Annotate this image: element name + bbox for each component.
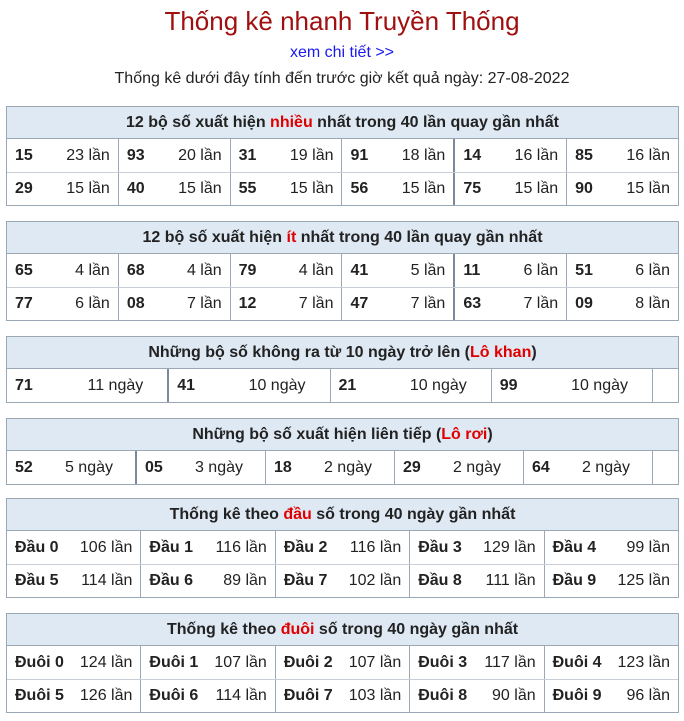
count: 16 lần <box>514 146 559 164</box>
count: 114 lần <box>215 687 267 704</box>
count: 15 lần <box>514 180 559 197</box>
label: Đuôi 4 <box>552 653 602 671</box>
duoi-cell <box>544 646 678 679</box>
number: 75 <box>463 180 482 197</box>
empty-cell <box>652 451 678 484</box>
count: 117 lần <box>484 653 536 671</box>
number: 63 <box>463 295 482 312</box>
heading-text: 12 bộ số xuất hiện <box>142 229 287 246</box>
lo-khan-cell <box>7 369 167 402</box>
heading-highlight: ít <box>286 229 297 246</box>
lo-roi-heading <box>7 419 678 451</box>
days: 10 ngày <box>571 376 628 394</box>
number: 40 <box>126 180 145 197</box>
table-row <box>7 451 678 484</box>
days: 11 ngày <box>87 376 144 394</box>
number-cell <box>118 139 230 172</box>
label: Đuôi 9 <box>552 687 602 704</box>
number-cell <box>566 139 678 172</box>
days: 5 ngày <box>64 458 113 476</box>
label: Đầu 6 <box>149 572 193 589</box>
number: 47 <box>350 295 369 312</box>
number: 77 <box>15 295 33 312</box>
duoi-cell <box>409 680 543 712</box>
count: 106 lần <box>79 538 133 556</box>
number: 99 <box>499 376 518 394</box>
table-row <box>7 679 678 712</box>
heading-text: 12 bộ số xuất hiện <box>126 114 271 131</box>
table-row <box>7 172 678 205</box>
number: 93 <box>126 146 145 164</box>
number: 29 <box>403 458 421 476</box>
count: 107 lần <box>348 653 402 671</box>
number: 90 <box>575 180 593 197</box>
least-frequent-heading <box>7 222 678 254</box>
count: 7 lần <box>410 295 446 312</box>
number: 51 <box>575 261 593 279</box>
heading-highlight: đuôi <box>280 621 315 638</box>
number: 85 <box>575 146 593 164</box>
duoi-cell <box>409 646 543 679</box>
number-cell <box>7 254 118 287</box>
heading-text: số trong 40 ngày gần nhất <box>311 506 516 523</box>
count: 125 lần <box>617 572 671 589</box>
label: Đuôi 2 <box>283 653 333 671</box>
number-cell <box>453 139 566 172</box>
number-cell <box>453 288 566 320</box>
label: Đuôi 7 <box>283 687 333 704</box>
number: 11 <box>463 261 481 279</box>
number-cell <box>230 254 342 287</box>
heading-text: số trong 40 ngày gần nhất <box>314 621 519 638</box>
lo-khan-cell <box>330 369 491 402</box>
number-cell <box>7 288 118 320</box>
days: 2 ngày <box>323 458 372 476</box>
lo-roi-cell <box>7 451 135 484</box>
table-row <box>7 564 678 597</box>
lo-roi-cell <box>523 451 652 484</box>
count: 107 lần <box>214 653 267 671</box>
number-cell <box>7 139 118 172</box>
duoi-heading <box>7 614 678 646</box>
count: 15 lần <box>626 180 670 197</box>
dau-cell <box>275 565 409 597</box>
heading-highlight: Lô khan <box>470 344 532 361</box>
label: Đầu 7 <box>283 572 328 589</box>
dau-cell <box>409 531 543 564</box>
count: 102 lần <box>348 572 402 589</box>
label: Đầu 3 <box>418 538 462 556</box>
table-row <box>7 287 678 320</box>
count: 19 lần <box>289 146 334 164</box>
heading-text: nhất trong 40 lần quay gần nhất <box>296 229 543 246</box>
label: Đuôi 3 <box>418 653 468 671</box>
dau-cell <box>140 565 274 597</box>
number: 55 <box>238 180 257 197</box>
label: Đầu 2 <box>283 538 328 556</box>
duoi-table <box>6 613 679 713</box>
heading-text: Những bộ số không ra từ 10 ngày trở lên ( <box>148 344 470 361</box>
number-cell <box>453 254 566 287</box>
dau-heading <box>7 499 678 531</box>
count: 4 lần <box>75 261 110 279</box>
number: 41 <box>350 261 369 279</box>
number: 41 <box>177 376 196 394</box>
count: 90 lần <box>492 687 536 704</box>
heading-highlight: đầu <box>283 506 312 523</box>
lo-khan-cell <box>491 369 652 402</box>
label: Đuôi 0 <box>15 653 64 671</box>
count: 18 lần <box>401 146 446 164</box>
number: 08 <box>126 295 145 312</box>
count: 123 lần <box>617 653 671 671</box>
table-row <box>7 139 678 172</box>
table-row <box>7 531 678 564</box>
label: Đầu 1 <box>149 538 193 556</box>
label: Đầu 4 <box>552 538 597 556</box>
number-cell <box>230 173 342 205</box>
least-frequent-table <box>6 221 679 321</box>
number: 64 <box>532 458 550 476</box>
label: Đuôi 1 <box>149 653 199 671</box>
detail-link[interactable]: xem chi tiết >> <box>289 44 395 61</box>
number-cell <box>341 139 453 172</box>
lo-roi-table <box>6 418 679 485</box>
duoi-cell <box>275 646 409 679</box>
label: Đuôi 8 <box>418 687 468 704</box>
number: 14 <box>463 146 482 164</box>
duoi-cell <box>140 680 274 712</box>
count: 15 lần <box>401 180 446 197</box>
count: 5 lần <box>410 261 446 279</box>
number-cell <box>118 254 230 287</box>
count: 23 lần <box>66 146 110 164</box>
label: Đầu 8 <box>418 572 462 589</box>
number: 05 <box>145 458 163 476</box>
count: 129 lần <box>483 538 536 556</box>
number-cell <box>230 139 342 172</box>
count: 8 lần <box>635 295 670 312</box>
heading-highlight: Lô rơi <box>441 426 488 443</box>
label: Đầu 0 <box>15 538 59 556</box>
number-cell <box>566 288 678 320</box>
count: 20 lần <box>178 146 222 164</box>
number: 12 <box>238 295 257 312</box>
most-frequent-heading <box>7 107 678 139</box>
count: 6 lần <box>75 295 110 312</box>
page-subtitle: Thống kê dưới đây tính đến trước giờ kết quả ngày: 27-08-2022 <box>114 70 570 87</box>
count: 116 lần <box>349 538 402 556</box>
dau-cell <box>544 565 678 597</box>
number: 79 <box>238 261 257 279</box>
lo-khan-cell <box>167 369 329 402</box>
heading-text: Những bộ số xuất hiện liên tiếp ( <box>192 426 442 443</box>
label: Đuôi 6 <box>149 687 199 704</box>
duoi-cell <box>275 680 409 712</box>
lo-khan-table <box>6 336 679 403</box>
number: 56 <box>350 180 369 197</box>
label: Đuôi 5 <box>15 687 64 704</box>
count: 15 lần <box>66 180 110 197</box>
dau-table <box>6 498 679 598</box>
number: 65 <box>15 261 33 279</box>
count: 4 lần <box>186 261 222 279</box>
number: 15 <box>15 146 33 164</box>
dau-cell <box>7 531 140 564</box>
number: 29 <box>15 180 33 197</box>
most-frequent-table <box>6 106 679 206</box>
heading-text: Thống kê theo <box>169 506 284 523</box>
count: 15 lần <box>289 180 334 197</box>
count: 6 lần <box>523 261 559 279</box>
number: 91 <box>350 146 369 164</box>
number-cell <box>7 173 118 205</box>
count: 89 lần <box>223 572 267 589</box>
days: 10 ngày <box>409 376 467 394</box>
heading-highlight: nhiều <box>270 114 313 131</box>
count: 15 lần <box>178 180 222 197</box>
days: 2 ngày <box>452 458 501 476</box>
count: 7 lần <box>186 295 222 312</box>
lo-roi-cell <box>265 451 394 484</box>
count: 126 lần <box>79 687 133 704</box>
duoi-cell <box>7 680 140 712</box>
count: 7 lần <box>523 295 559 312</box>
count: 103 lần <box>348 687 402 704</box>
number-cell <box>341 173 453 205</box>
table-row <box>7 369 678 402</box>
count: 114 lần <box>81 572 133 589</box>
dau-cell <box>544 531 678 564</box>
number: 18 <box>274 458 292 476</box>
table-row <box>7 646 678 679</box>
heading-text: ) <box>487 426 493 443</box>
number: 52 <box>15 458 33 476</box>
page-title: Thống kê nhanh Truyền Thống <box>164 6 520 36</box>
days: 2 ngày <box>581 458 630 476</box>
number: 09 <box>575 295 593 312</box>
count: 6 lần <box>635 261 670 279</box>
dau-cell <box>7 565 140 597</box>
number: 21 <box>338 376 357 394</box>
dau-cell <box>140 531 274 564</box>
number-cell <box>341 288 453 320</box>
duoi-cell <box>7 646 140 679</box>
count: 111 lần <box>485 572 536 589</box>
lo-roi-cell <box>135 451 265 484</box>
lo-khan-heading <box>7 337 678 369</box>
count: 116 lần <box>215 538 267 556</box>
number-cell <box>118 173 230 205</box>
number: 31 <box>238 146 257 164</box>
count: 96 lần <box>626 687 671 704</box>
count: 4 lần <box>298 261 334 279</box>
label: Đầu 5 <box>15 572 59 589</box>
dau-cell <box>409 565 543 597</box>
days: 10 ngày <box>248 376 306 394</box>
duoi-cell <box>140 646 274 679</box>
number-cell <box>341 254 453 287</box>
empty-cell <box>652 369 678 402</box>
number-cell <box>230 288 342 320</box>
count: 124 lần <box>79 653 133 671</box>
duoi-cell <box>544 680 678 712</box>
number: 68 <box>126 261 145 279</box>
count: 7 lần <box>298 295 334 312</box>
lo-roi-cell <box>394 451 523 484</box>
number-cell <box>566 173 678 205</box>
days: 3 ngày <box>194 458 243 476</box>
dau-cell <box>275 531 409 564</box>
heading-text: ) <box>531 344 537 361</box>
number-cell <box>118 288 230 320</box>
table-row <box>7 254 678 287</box>
count: 16 lần <box>626 146 670 164</box>
count: 99 lần <box>626 538 671 556</box>
number: 71 <box>15 376 33 394</box>
number-cell <box>453 173 566 205</box>
heading-text: Thống kê theo <box>166 621 281 638</box>
number-cell <box>566 254 678 287</box>
heading-text: nhất trong 40 lần quay gần nhất <box>312 114 559 131</box>
label: Đầu 9 <box>552 572 597 589</box>
